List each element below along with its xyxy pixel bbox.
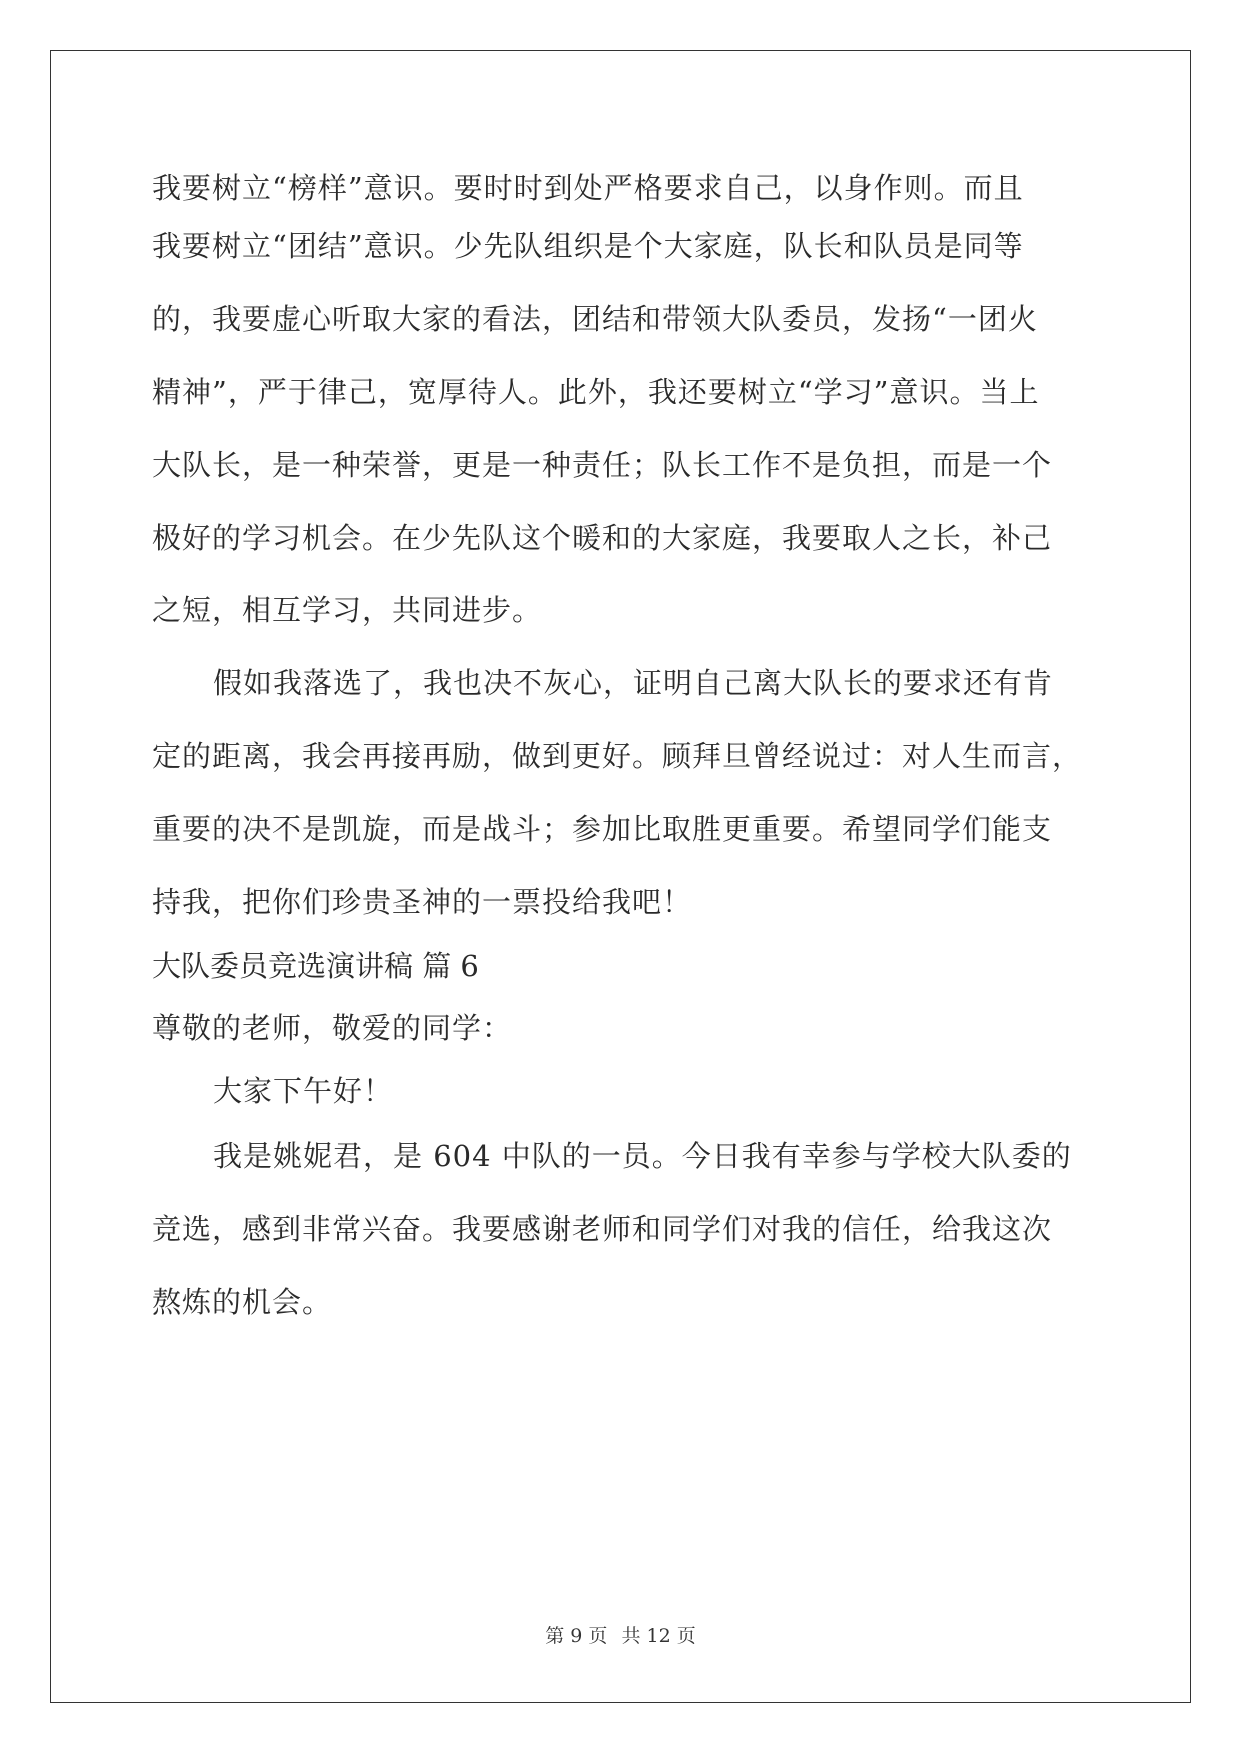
paragraph-line: 我是姚妮君，是 604 中队的一员。今日我有幸参与学校大队委的	[213, 1139, 1072, 1173]
salutation: 尊敬的老师，敬爱的同学：	[152, 1011, 513, 1045]
paragraph-line: 重要的决不是凯旋，而是战斗；参加比取胜更重要。希望同学们能支	[152, 812, 1053, 846]
paragraph-line: 熬炼的机会。	[152, 1285, 333, 1319]
page-border	[50, 50, 1191, 1703]
paragraph-line: 的，我要虚心听取大家的看法，团结和带领大队委员，发扬“一团火	[152, 302, 1038, 336]
paragraph-line: 假如我落选了，我也决不灰心，证明自己离大队长的要求还有肯	[213, 666, 1054, 700]
page-footer	[0, 1624, 1241, 1648]
greeting: 大家下午好！	[213, 1074, 394, 1108]
paragraph-line: 之短，相互学习，共同进步。	[152, 593, 543, 627]
page-number: 第 9 页	[545, 1625, 608, 1647]
paragraph-line: 精神”，严于律己，宽厚待人。此外，我还要树立“学习”意识。当上	[152, 375, 1040, 409]
paragraph-line: 大队长，是一种荣誉，更是一种责任；队长工作不是负担，而是一个	[152, 448, 1053, 482]
paragraph-line: 我要树立“榜样”意识。要时时到处严格要求自己，以身作则。而且	[152, 171, 1024, 205]
page-total: 共 12 页	[621, 1625, 696, 1647]
section-heading: 大队委员竞选演讲稿 篇 6	[152, 949, 479, 983]
paragraph-line: 极好的学习机会。在少先队这个暖和的大家庭，我要取人之长，补己	[152, 521, 1053, 555]
paragraph-line: 我要树立“团结”意识。少先队组织是个大家庭，队长和队员是同等	[152, 229, 1024, 263]
paragraph-line: 竞选，感到非常兴奋。我要感谢老师和同学们对我的信任，给我这次	[152, 1212, 1053, 1246]
paragraph-line: 定的距离，我会再接再励，做到更好。顾拜旦曾经说过：对人生而言，	[152, 739, 1083, 773]
paragraph-line: 持我，把你们珍贵圣神的一票投给我吧！	[152, 885, 693, 919]
